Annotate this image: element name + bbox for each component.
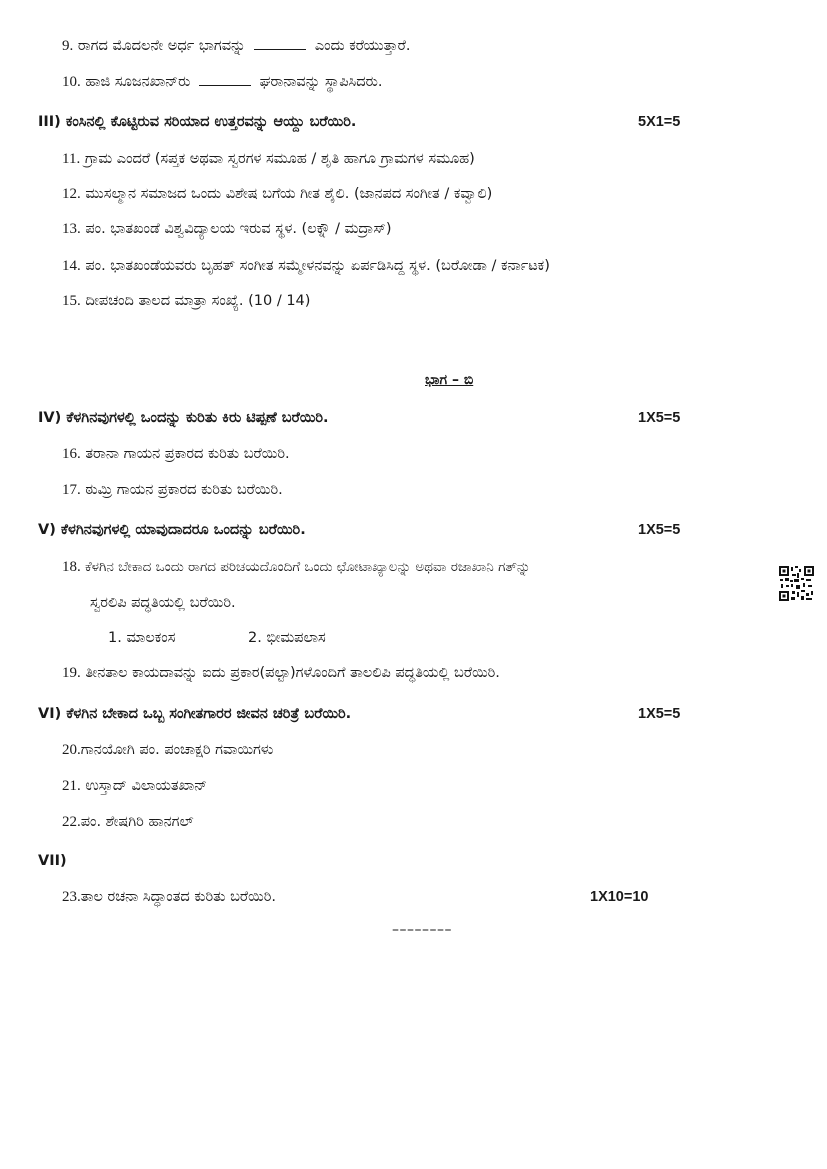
question-16 [62,444,290,464]
blank-line [254,37,306,50]
question-number: 22. [62,814,81,830]
section-7-heading: VII) [38,853,67,869]
question-20 [62,740,273,760]
question-number: 18. [62,559,81,575]
question-number: 15. [62,293,81,309]
question-text: ಠುಮ್ರಿ ಗಾಯನ ಪ್ರಕಾರದ ಕುರಿತು ಬರೆಯಿರಿ. [85,482,283,498]
question-14 [62,256,550,276]
question-number: 20. [62,742,81,758]
question-text-after: ಘರಾನಾವನ್ನು ಸ್ಥಾಪಿಸಿದರು. [259,74,383,90]
question-text: ದೀಪಚಂದಿ ತಾಲದ ಮಾತ್ರಾ ಸಂಖ್ಯೆ. (10 / 14) [85,293,311,309]
question-number: 9. [62,38,74,54]
question-22 [62,812,194,832]
question-text: ಕೆಳಗಿನ ಬೇಕಾದ ಒಂದು ರಾಗದ ಪರಿಚಯದೊಂದಿಗೆ ಒಂದು ಛೋಟಾಖ್ಯಾಲನ್ನು ಅಥವಾ ರಜಾಖಾನಿ ಗತ್‌ನ್ನು [85,559,531,575]
question-text: ಉಸ್ತಾದ್ ವಿಲಾಯತಖಾನ್ [85,778,208,794]
question-19 [62,663,500,683]
question-18-option-1: 1. ಮಾಲಕಂಸ [108,630,176,646]
question-number: 16. [62,446,81,462]
blank-line [199,73,251,86]
question-text: ಪಂ. ಶೇಷಗಿರಿ ಹಾನಗಲ್ [80,814,194,830]
question-number: 21. [62,778,81,794]
question-number: 11. [62,151,81,167]
question-23 [62,887,276,907]
question-number: 23. [62,889,81,905]
question-9 [62,36,411,56]
question-text: ತಾಲ ರಚನಾ ಸಿದ್ಧಾಂತದ ಕುರಿತು ಬರೆಯಿರಿ. [80,889,276,905]
question-text: ತೀನತಾಲ ಕಾಯದಾವನ್ನು ಐದು ಪ್ರಕಾರ(ಪಲ್ಟಾ)ಗಳೊಂದಿಗೆ ತಾಲಲಿಪಿ ಪದ್ಧತಿಯಲ್ಲಿ ಬರೆಯಿರಿ. [85,665,500,681]
section-3-heading: III) ಕಂಸಿನಲ್ಲಿ ಕೊಟ್ಟಿರುವ ಸರಿಯಾದ ಉತ್ತರವನ್ನು ಆಯ್ದು ಬರೆಯಿರಿ. [38,114,357,130]
section-3-marks: 5X1=5 [638,114,681,130]
question-text-before: ರಾಗದ ಮೊದಲನೇ ಅರ್ಧ ಭಾಗವನ್ನು [77,38,246,54]
question-number: 12. [62,186,81,202]
question-text: ತರಾನಾ ಗಾಯನ ಪ್ರಕಾರದ ಕುರಿತು ಬರೆಯಿರಿ. [85,446,290,462]
question-18-line-2: ಸ್ವರಲಿಪಿ ಪದ್ಧತಿಯಲ್ಲಿ ಬರೆಯಿರಿ. [90,595,236,611]
section-7-marks: 1X10=10 [590,889,649,905]
question-text: ಮುಸಲ್ಮಾನ ಸಮಾಜದ ಒಂದು ವಿಶೇಷ ಬಗೆಯ ಗೀತ ಶೈಲಿ. (ಜಾನಪದ ಸಂಗೀತ / ಕವ್ವಾಲಿ) [85,186,493,202]
question-text: ಗ್ರಾಮ ಎಂದರೆ (ಸಪ್ತಕ ಅಥವಾ ಸ್ವರಗಳ ಸಮೂಹ / ಶೃತಿ ಹಾಗೂ ಗ್ರಾಮಗಳ ಸಮೂಹ) [84,151,475,167]
question-21 [62,776,207,796]
question-17 [62,480,283,500]
question-number: 13. [62,221,81,237]
question-text-before: ಹಾಜಿ ಸೂಜನಖಾನ್‌ರು [85,74,191,90]
question-text-after: ಎಂದು ಕರೆಯುತ್ತಾರೆ. [314,38,411,54]
question-text: ಪಂ. ಭಾತಖಂಡೆಯವರು ಬೃಹತ್ ಸಂಗೀತ ಸಮ್ಮೇಳನವನ್ನು ಏರ್ಪಡಿಸಿದ್ದ ಸ್ಥಳ. (ಬರೋಡಾ / ಕರ್ನಾಟಕ) [85,258,550,274]
section-5-heading: V) ಕೆಳಗಿನವುಗಳಲ್ಲಿ ಯಾವುದಾದರೂ ಒಂದನ್ನು ಬರೆಯಿರಿ. [38,522,306,538]
question-12 [62,184,492,204]
question-number: 14. [62,258,81,274]
question-13 [62,219,392,239]
qr-code-icon [778,565,815,602]
question-18-option-2: 2. ಭೀಮಪಲಾಸ [248,630,326,646]
section-4-marks: 1X5=5 [638,410,681,426]
question-11 [62,149,475,169]
question-10 [62,72,383,92]
question-number: 10. [62,74,81,90]
section-5-marks: 1X5=5 [638,522,681,538]
question-15 [62,291,310,311]
part-b-title: ಭಾಗ – ಬಿ [425,372,474,388]
section-6-marks: 1X5=5 [638,706,681,722]
question-text: ಪಂ. ಭಾತಖಂಡೆ ವಿಶ್ವವಿದ್ಯಾಲಯ ಇರುವ ಸ್ಥಳ. (ಲಕ್ನೌ / ಮದ್ರಾಸ್) [85,221,392,237]
section-6-heading: VI) ಕೆಳಗಿನ ಬೇಕಾದ ಒಬ್ಬ ಸಂಗೀತಗಾರರ ಜೀವನ ಚರಿತ್ರೆ ಬರೆಯಿರಿ. [38,706,352,722]
section-4-heading: IV) ಕೆಳಗಿನವುಗಳಲ್ಲಿ ಒಂದನ್ನು ಕುರಿತು ಕಿರು ಟಿಪ್ಪಣೆ ಬರೆಯಿರಿ. [38,410,329,426]
end-marker: –––––––– [392,922,452,938]
question-number: 17. [62,482,81,498]
question-number: 19. [62,665,81,681]
question-18-line-1 [62,557,531,577]
question-text: ಗಾನಯೋಗಿ ಪಂ. ಪಂಚಾಕ್ಷರಿ ಗವಾಯಿಗಳು [80,742,274,758]
